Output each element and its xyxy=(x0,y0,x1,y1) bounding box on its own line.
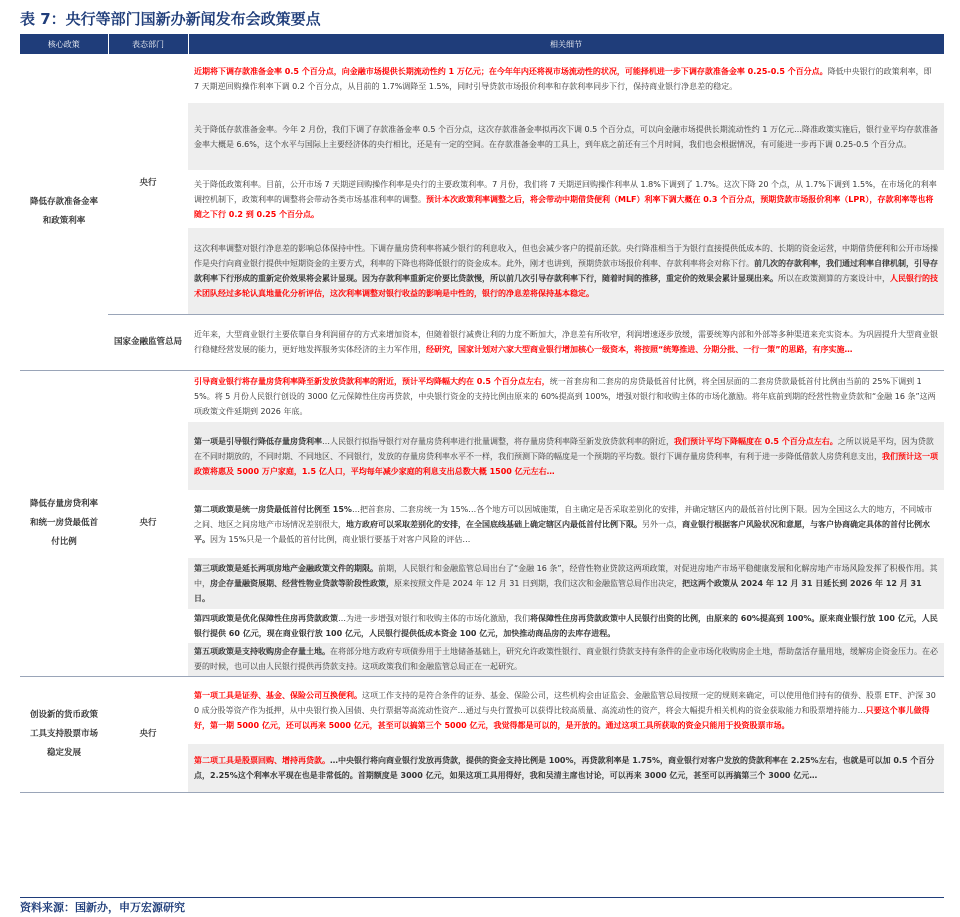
detail-text-segment: 关于降低存款准备金率。今年 2 月份，我们下调了存款准备金率 0.5 个百分点，这次存款准备金率拟再次下调 0.5 个百分点，可以向金融市场提供长期流动性约 1 万亿元…降准政策实施后，银行业平均存款准备金率大概是 6.6%，这个水平与国际上主要经济体的央行相比，还是有一定的空间。在存款准备金率的工具上，到年底之前还有三个月时间，我们也会根据情况，有可能进一步再下调 0.25-0.5 个百分点。 xyxy=(194,124,938,149)
detail-text-segment: 前期，人民银行和金融监管总局出台了“金融 16 条”，经营性物业贷款这两项政策，对促进房地产市场平稳健康发展和化解房地产市场风险发挥了积极作用。其中， xyxy=(194,564,938,588)
detail-text-segment: 将保障性住房再贷款政策中人民银行出资的比例，由原来的 60%提高到 100%。原来商业银行放 100 亿元，人民银行提供 60 亿元，现在商业银行放 100 亿元，人民银行提供低成本资金 100 亿元，加快推动商品房的去库存进程。 xyxy=(194,614,938,638)
detail-cell xyxy=(188,170,944,228)
detail-text-segment: 第二项政策是统一房贷最低首付比例至 15% xyxy=(194,504,352,514)
detail-cell xyxy=(188,54,944,103)
source-footer: 资料来源：国新办，申万宏源研究 xyxy=(20,897,944,917)
detail-text-segment: 房企存量融资展期、经营性物业贷款等阶段性政策， xyxy=(210,579,394,588)
policy-table xyxy=(20,34,945,793)
detail-cell xyxy=(188,744,944,792)
detail-text-segment: 我们预计平均下降幅度在 0.5 个百分点左右。 xyxy=(674,436,838,446)
detail-text-segment: 这次利率调整对银行净息差的影响总体保持中性。下调存量房贷利率将减少银行的利息收入，但也会减少客户的提前还款。央行降准相当于为银行直接提供低成本的、长期的资金运营，中期借贷便利和公开市场操作是央行向商业银行提供中短期资金的主要方式，利率的下降也将降低银行的资金成本。此外，刚才也讲到，预期贷款市场报价利率、存款利率将会对称下行。 xyxy=(194,243,938,268)
detail-cell xyxy=(188,103,944,170)
detail-text-segment: …为进一步增强对银行和收购主体的市场化激励，我们 xyxy=(338,614,530,623)
department-cell: 央行 xyxy=(108,676,188,792)
detail-text-segment: 第一项是引导银行降低存量房贷利率 xyxy=(194,436,322,446)
core-policy-cell: 降低存量房贷利率和统一房贷最低首付比例 xyxy=(20,370,108,676)
table-title: 表 7：央行等部门国新办新闻发布会政策要点 xyxy=(20,10,321,28)
detail-text-segment: 前几次的存款利率，我们通过利率自律机制，引导存款利率下行形成的重新定价效果将会累计显现。因为存款利率重新定价要比贷款慢，所以前几次引导存款利率下行，随着时间的推移，重定价的效果会累计显现出来。 xyxy=(194,258,938,283)
detail-cell xyxy=(188,228,944,314)
header-core-policy: 核心政策 xyxy=(20,34,108,54)
detail-cell xyxy=(188,422,944,490)
table-row xyxy=(20,676,944,744)
detail-cell xyxy=(188,490,944,558)
detail-cell xyxy=(188,370,944,422)
detail-text-segment: 因为 15%只是一个最低的首付比例，商业银行要基于对客户风险的评估… xyxy=(210,534,471,544)
detail-text-segment: 第三项政策是延长两项房地产金融政策文件的期限。 xyxy=(194,564,378,573)
table-body xyxy=(20,54,944,792)
detail-text-segment: 经研究，国家计划对六家大型商业银行增加核心一级资本，将按照“统筹推进、分期分批、一行一策”的思路，有序实施… xyxy=(426,345,853,354)
detail-text-segment: 只要这个事儿做得好，第一期 5000 亿元，还可以再来 5000 亿元，甚至可以搞第三个 5000 亿元，我觉得都是可以的，是开放的。通过这项工具所获取的资金只能用于投资股票市场。 xyxy=(194,705,930,730)
detail-text-segment: 另外一点， xyxy=(642,519,682,529)
detail-cell xyxy=(188,558,944,609)
detail-text-segment: 关于降低政策利率。目前，公开市场 7 天期逆回购操作利率是央行的主要政策利率。7 月份，我们将 7 天期逆回购操作利率从 1.8%下调到了 1.7%。这次下降 20 个点，从 1.7%下调到 1.5%，在市场化的利率调控机制下，政策利率的调整将会带动各类市场基准利率的调整。 xyxy=(194,179,937,204)
detail-text-segment: 之所以说是平均，因为贷款在不同时期放的，不同时期、不同地区、不同银行，发放的存量房贷利率水平不一样，我们预测下降的幅度是一个预期的平均数。银行下调存量房贷利率，有利于进一步降低借款人房贷利息支出， xyxy=(194,436,934,461)
detail-text-segment: 第四项政策是优化保障性住房再贷款政策 xyxy=(194,614,338,623)
detail-text-segment: 地方政府可以采取差别化的安排，在全国底线基础上确定辖区内最低首付比例下限。 xyxy=(346,519,642,529)
detail-cell xyxy=(188,643,944,676)
header-details: 相关细节 xyxy=(188,34,944,54)
detail-text-segment: 第一项工具是证券、基金、保险公司互换便利。 xyxy=(194,690,362,700)
detail-text-segment: 把这两个政策从 2024 年 12 月 31 日延长到 2026 年 12 月 31 日。 xyxy=(194,579,922,603)
detail-text-segment: 第二项工具是股票回购、增持再贷款。 xyxy=(194,755,330,765)
detail-text-segment: 商业银行根据客户风险状况和意愿，与客户协商确定具体的首付比例水平。 xyxy=(194,519,930,544)
detail-cell xyxy=(188,314,944,370)
detail-text-segment: …中央银行将向商业银行发放再贷款，提供的资金支持比例是 100%，再贷款利率是 1.75%，商业银行对客户发放的贷款利率在 2.25%左右，也就是可以加 0.5 个百分点，2.25%这个利率水平现在也是非常低的。首期额度是 3000 亿元，如果这项工具用得好，我和吴清主席也讨论，可以再来 3000 亿元，甚至可以再搞第三个 3000 亿元… xyxy=(194,755,935,780)
detail-text-segment: 近年来，大型商业银行主要依靠自身利润留存的方式来增加资本，但随着银行减费让利的力度不断加大，净息差有所收窄，利润增速逐步放缓，需要统筹内部和外部等多种渠道来充实资本。为巩固提升大型商业银行稳健经营发展的能力，更好地发挥服务实体经济的主力军作用， xyxy=(194,330,938,354)
detail-text-segment: 这项工作支持的是符合条件的证券、基金、保险公司，这些机构会由证监会、金融监管总局按照一定的规则来确定，可以使用他们持有的债券、股票 ETF、沪深 300 成分股等资产作为抵押，从中央银行换入国债、央行票据等高流动性资产…通过与央行置换可以获得比较高质量、高流动性的资产，将会大幅提升相关机构的资金获取能力和股票增持能力… xyxy=(194,690,936,715)
detail-text-segment: 在将部分地方政府专项债券用于土地储备基础上，研究允许政策性银行、商业银行贷款支持有条件的企业市场化收购房企土地，帮助盘活存量用地，缓解房企资金压力。在必要的时候，也可以由人民银行提供再贷款支持。这项政策我们和金融监管总局正在一起研究。 xyxy=(194,647,938,672)
detail-cell xyxy=(188,609,944,643)
detail-text-segment: 近期将下调存款准备金率 0.5 个百分点，向金融市场提供长期流动性约 1 万亿元；在今年年内还将视市场流动性的状况，可能择机进一步下调存款准备金率 0.25-0.5 个百分点。 xyxy=(194,66,828,76)
table-row xyxy=(20,54,944,103)
detail-text-segment: 统一首套房和二套房的房贷最低首付比例，将全国层面的二套房贷款最低首付比例由当前的 25%下调到 15%。将 5 月份人民银行创设的 3000 亿元保障性住房再贷款，中央银行资金的支持比例由原来的 60%提高到 100%，增强对银行和收购主体的市场化激励。将年底前到期的经营性物业贷款和“金融 16 条”这两项政策文件延期到 2026 年底。 xyxy=(194,376,936,416)
detail-text-segment: 第五项政策是支持收购房企存量土地。 xyxy=(194,647,330,657)
department-cell: 央行 xyxy=(108,54,188,314)
table-row xyxy=(20,370,944,422)
detail-text-segment: …把首套房、二套房统一为 15%…各个地方可以因城施策，自主确定是否采取差别化的安排，并确定辖区内的最低首付比例下限。因为全国这么大的地方，不同城市之间、地区之间房地产市场情况差别很大， xyxy=(194,504,933,529)
table-header-row xyxy=(20,34,944,54)
detail-text-segment: 降低中央银行的政策利率，即 7 天期逆回购操作利率下调 0.2 个百分点，从目前的 1.7%调降至 1.5%，同时引导贷款市场报价利率和存款利率同步下行，保持商业银行净息差的稳定。 xyxy=(194,66,932,91)
detail-text-segment: …人民银行拟指导银行对存量房贷利率进行批量调整，将存量房贷利率降至新发放贷款利率的附近， xyxy=(322,436,674,446)
header-department: 表态部门 xyxy=(108,34,188,54)
detail-text-segment: 引导商业银行将存量房贷利率降至新发放贷款利率的附近，预计平均降幅大约在 0.5 个百分点左右， xyxy=(194,376,550,386)
detail-text-segment: 所以在政策测算的方案设计中， xyxy=(778,273,890,283)
detail-cell xyxy=(188,676,944,744)
department-cell: 央行 xyxy=(108,370,188,676)
detail-text-segment: 我们预计这一项政策将惠及 5000 万户家庭，1.5 亿人口，平均每年减少家庭的利息支出总数大概 1500 亿元左右… xyxy=(194,451,938,476)
table-row xyxy=(20,314,944,370)
detail-text-segment: 原来按照文件是 2024 年 12 月 31 日到期，我们这次和金融监管总局作出决定， xyxy=(394,579,682,588)
department-cell: 国家金融监管总局 xyxy=(108,314,188,370)
detail-text-segment: 人民银行的技术团队经过多轮认真地量化分析评估，这次利率调整对银行收益的影响是中性的，银行的净息差将保持基本稳定。 xyxy=(194,273,938,298)
detail-text-segment: 预计本次政策利率调整之后，将会带动中期借贷便利（MLF）利率下调大概在 0.3 个百分点，预期贷款市场报价利率（LPR），存款利率等也将随之下行 0.2 到 0.25 个百分点。 xyxy=(194,194,934,219)
core-policy-cell: 降低存款准备金率和政策利率 xyxy=(20,54,108,370)
core-policy-cell: 创设新的货币政策工具支持股票市场稳定发展 xyxy=(20,676,108,792)
